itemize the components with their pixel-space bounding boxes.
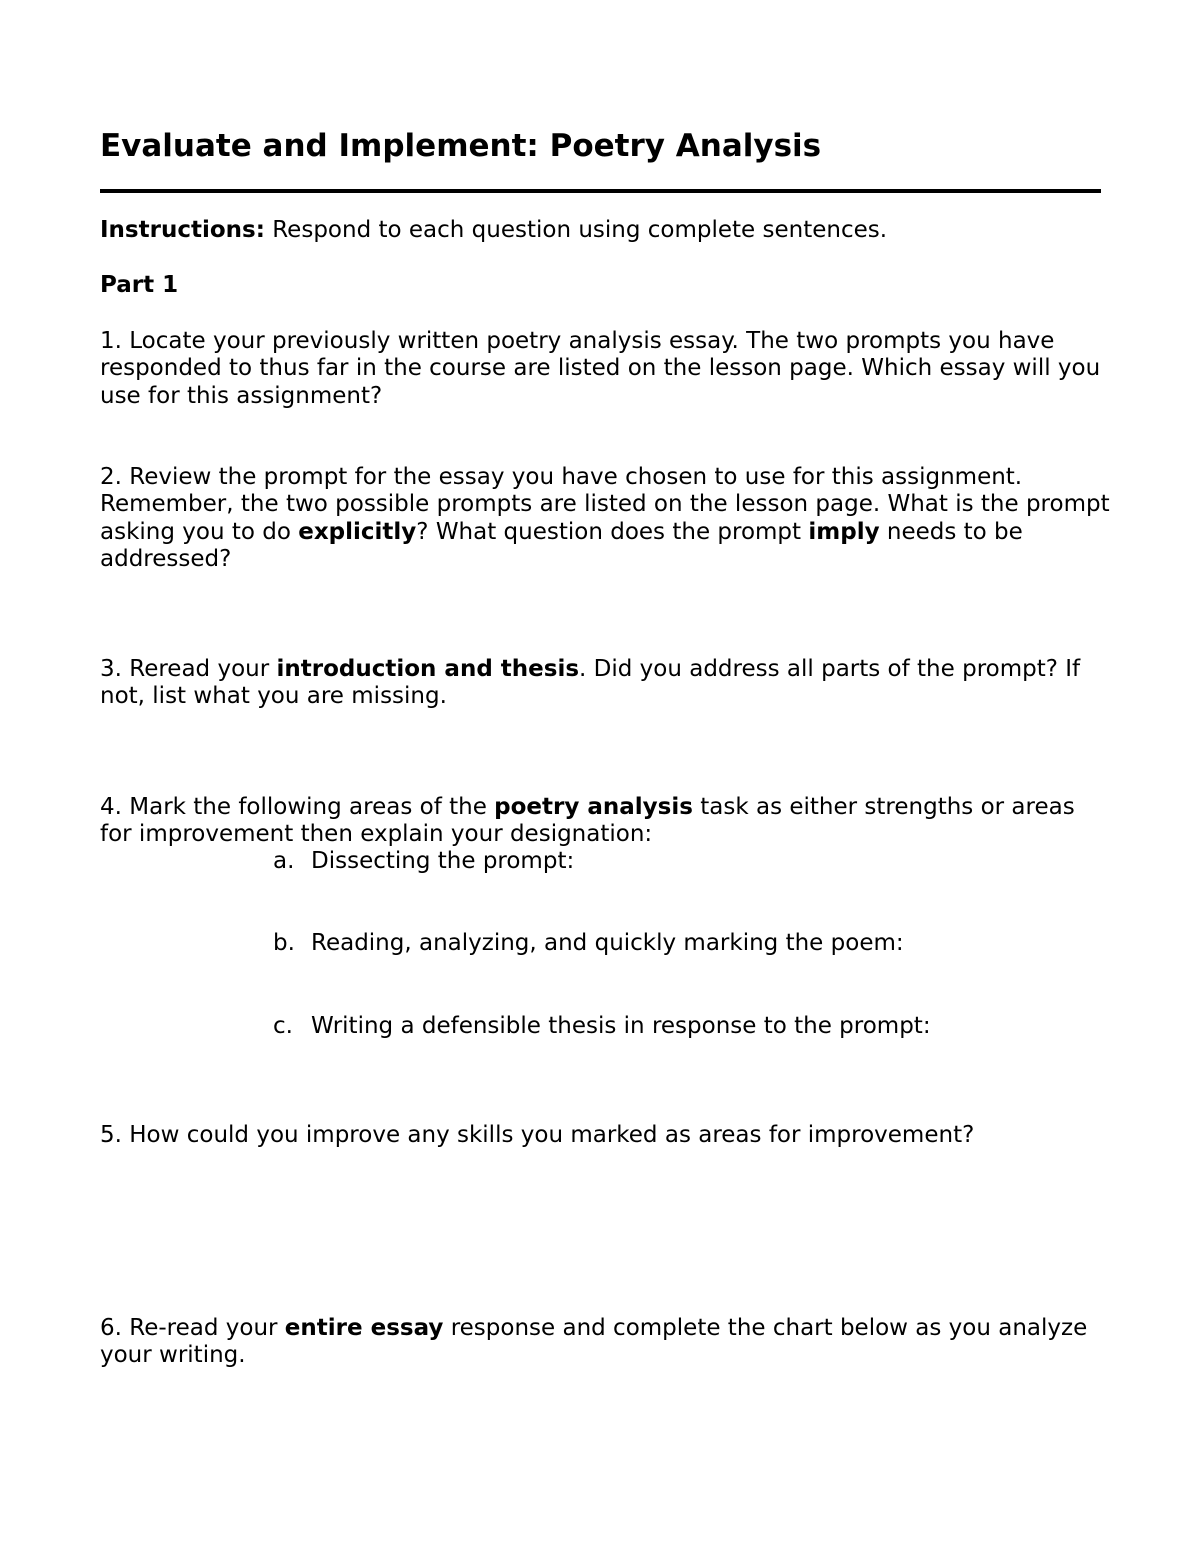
emphasis-imply: imply [808, 518, 880, 545]
part-heading: Part 1 [100, 272, 179, 298]
list-item-text: Writing a defensible thesis in response to the prompt: [311, 1013, 931, 1039]
emphasis-entire-essay: entire essay [284, 1315, 444, 1341]
instructions [100, 217, 1110, 244]
list-item-letter: b. [273, 930, 295, 956]
list-item-letter: c. [273, 1013, 293, 1039]
emphasis-poetry-analysis: poetry analysis [494, 794, 693, 820]
question-6: 6. Re-read your entire essay response and complete the chart below as you analyze your writing. [100, 1315, 1088, 1369]
question-5: 5. How could you improve any skills you marked as areas for improvement? [100, 1122, 975, 1148]
list-item [273, 1013, 1103, 1040]
title-divider [100, 189, 1101, 193]
document-title: Evaluate and Implement: Poetry Analysis [100, 128, 822, 164]
list-item-text: Reading, analyzing, and quickly marking the poem: [311, 930, 904, 956]
list-item [273, 930, 1103, 957]
list-item [273, 848, 1103, 875]
question-2: 2. Review the prompt for the essay you have chosen to use for this assignment. Remember, the two possible prompts are listed on the lesson page. What is the prompt asking you to do explicitly? What question does the prompt imply needs to be addressed? [100, 464, 1110, 573]
question-3: 3. Reread your introduction and thesis. Did you address all parts of the prompt? If not, list what you are missing. [100, 656, 1081, 710]
instructions-label: Instructions: [100, 217, 265, 243]
list-item-text: Dissecting the prompt: [311, 848, 575, 874]
emphasis-introduction-thesis: introduction and thesis [276, 656, 580, 682]
emphasis-explicitly: explicitly [298, 518, 417, 545]
instructions-text: Respond to each question using complete sentences. [264, 217, 888, 243]
list-item-letter: a. [273, 848, 295, 874]
question-4: 4. Mark the following areas of the poetry analysis task as either strengths or areas for improvement then explain your designation: [100, 794, 1075, 848]
question-1: 1. Locate your previously written poetry analysis essay. The two prompts you have responded to thus far in the course are listed on the lesson page. Which essay will you use for this assignment? [100, 328, 1101, 409]
